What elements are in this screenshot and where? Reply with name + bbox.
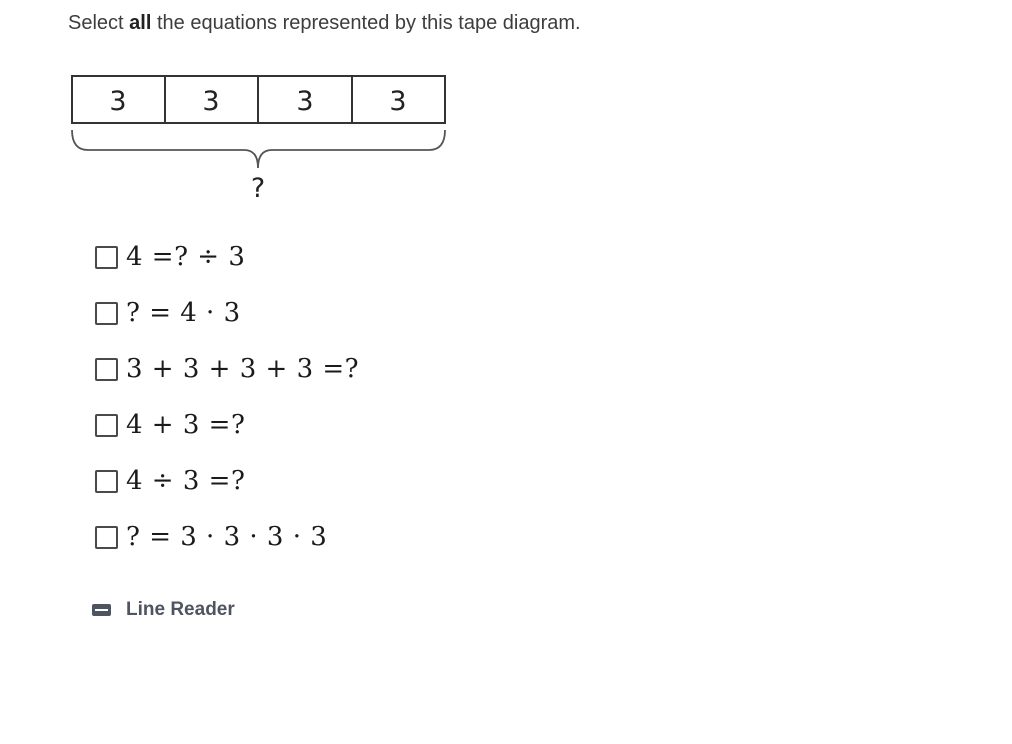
answer-choice[interactable] bbox=[95, 464, 359, 498]
tape-cell-label: 3 bbox=[389, 86, 407, 117]
equation-label: ? = 3 · 3 · 3 · 3 bbox=[126, 522, 328, 552]
checkbox[interactable] bbox=[95, 470, 118, 493]
line-reader-label: Line Reader bbox=[126, 599, 235, 620]
prompt-text-before: Select bbox=[68, 12, 130, 34]
equation-label: 4 + 3 =? bbox=[126, 410, 246, 440]
tape-cell-label: 3 bbox=[296, 86, 314, 117]
tape-cell-label: 3 bbox=[202, 86, 220, 117]
tape-brace bbox=[72, 130, 445, 168]
tape-total-label: ? bbox=[250, 173, 266, 204]
tape-cell-label: 3 bbox=[109, 86, 127, 117]
answer-choice[interactable] bbox=[95, 296, 359, 330]
answer-choice[interactable] bbox=[95, 352, 359, 386]
tape-diagram bbox=[68, 72, 452, 208]
prompt-text-after: the equations represented by this tape diagram. bbox=[151, 12, 581, 34]
checkbox[interactable] bbox=[95, 526, 118, 549]
equation-label: ? = 4 · 3 bbox=[126, 298, 241, 328]
checkbox[interactable] bbox=[95, 302, 118, 325]
question-prompt bbox=[68, 12, 581, 35]
answer-choice[interactable] bbox=[95, 520, 359, 554]
equation-label: 3 + 3 + 3 + 3 =? bbox=[126, 354, 360, 384]
checkbox[interactable] bbox=[95, 358, 118, 381]
line-reader-icon bbox=[92, 603, 111, 617]
line-reader-button[interactable] bbox=[92, 599, 235, 621]
answer-choices bbox=[95, 240, 359, 576]
checkbox[interactable] bbox=[95, 414, 118, 437]
checkbox[interactable] bbox=[95, 246, 118, 269]
answer-choice[interactable] bbox=[95, 408, 359, 442]
answer-choice[interactable] bbox=[95, 240, 359, 274]
equation-label: 4 =? ÷ 3 bbox=[126, 242, 246, 272]
equation-label: 4 ÷ 3 =? bbox=[126, 466, 246, 496]
prompt-text-bold: all bbox=[129, 12, 152, 34]
